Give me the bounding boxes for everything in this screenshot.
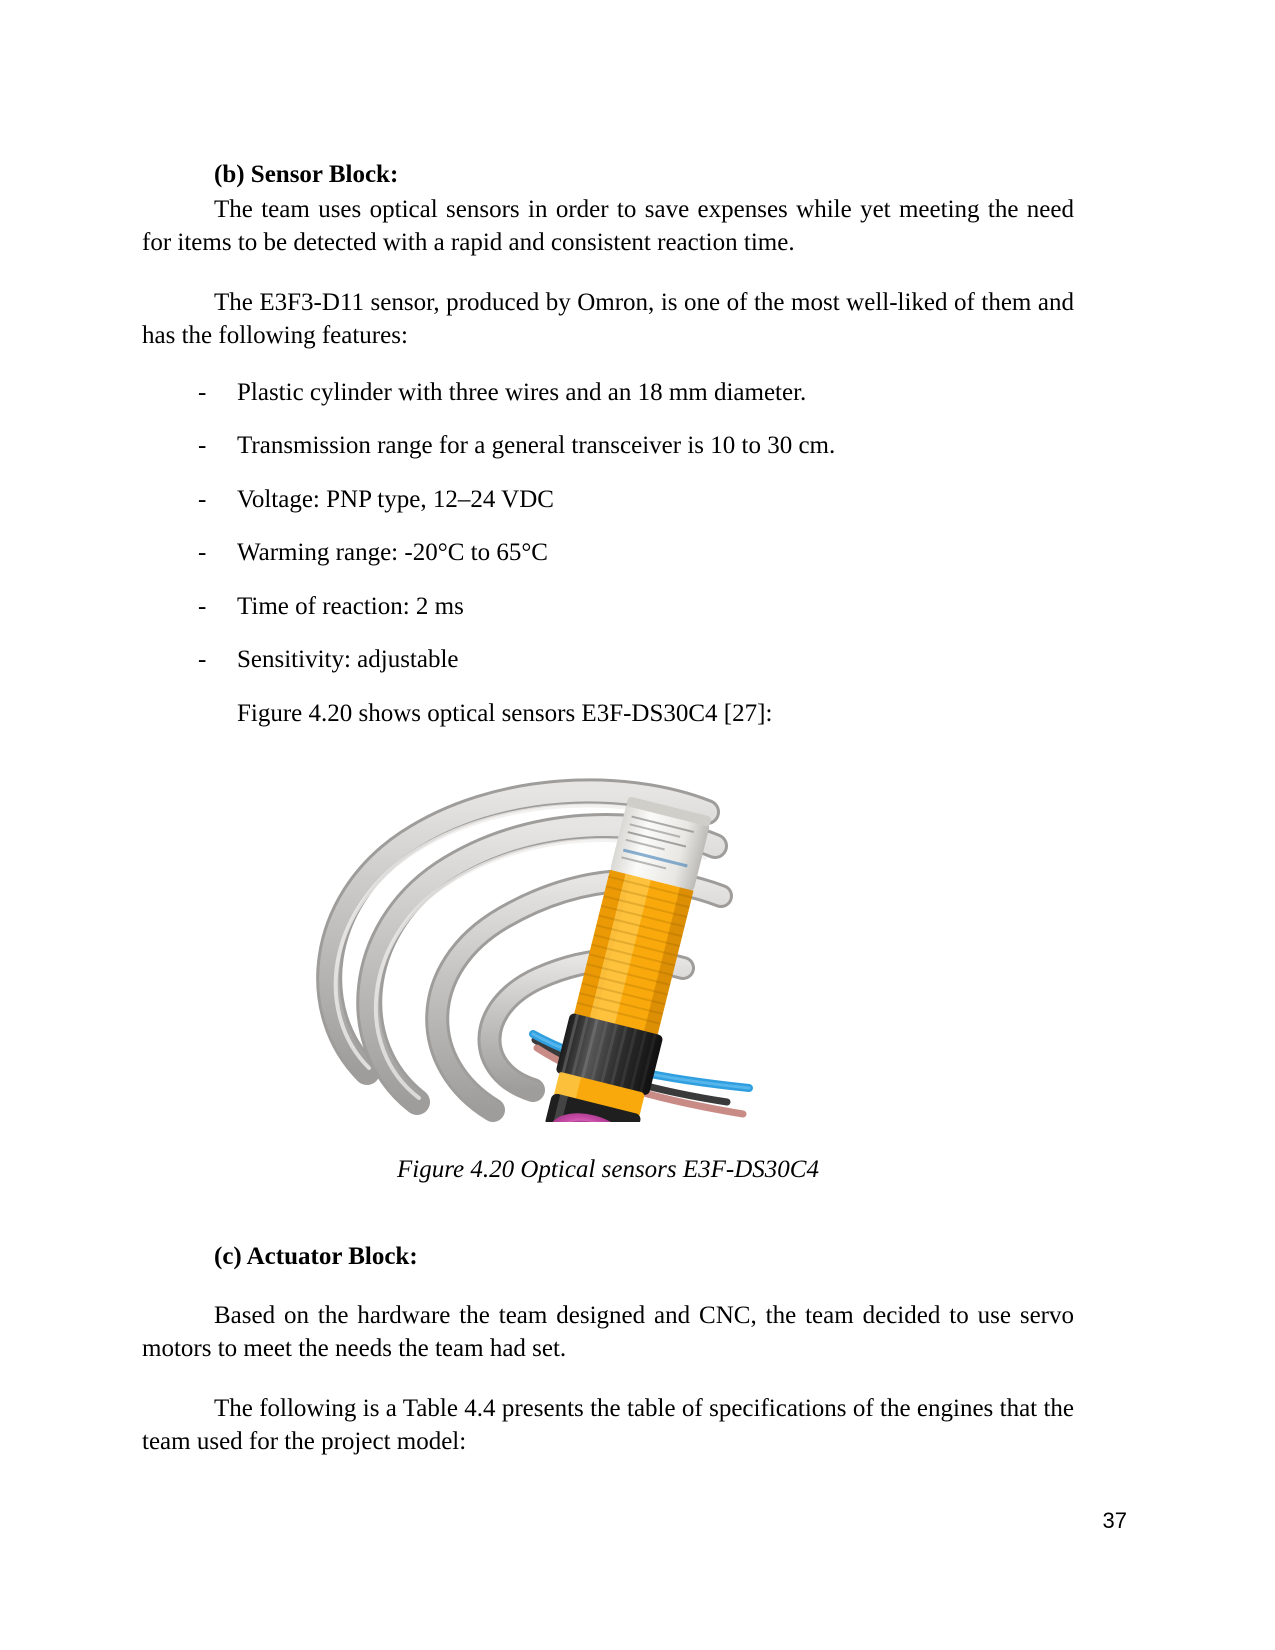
list-item (142, 430, 1074, 463)
sensor-block-heading: (b) Sensor Block: (214, 161, 399, 188)
list-item-label: Warming range: -20°C to 65°C (237, 539, 548, 566)
actuator-block-heading: (c) Actuator Block: (214, 1243, 418, 1270)
list-item (142, 537, 1074, 570)
bullet-dash-icon: - (198, 432, 207, 459)
bullet-dash-icon: - (198, 378, 207, 406)
list-item (142, 484, 1074, 517)
figure-block (142, 772, 1074, 1142)
list-item (142, 644, 1074, 677)
figure-caption: Figure 4.20 Optical sensors E3F-DS30C4 (397, 1156, 819, 1183)
sensor-photograph (297, 772, 917, 1122)
section-spacer (142, 1184, 1074, 1242)
actuator-block-paragraph-1: Based on the hardware the team designed and CNC, the team decided to use servo motors to meet the needs the team had set. (142, 1301, 1074, 1362)
actuator-block-paragraph-2: The following is a Table 4.4 presents the table of specifications of the engines that the team used for the project model: (142, 1394, 1074, 1455)
list-item (142, 591, 1074, 624)
sensor-photo-illustration (297, 772, 917, 1122)
list-item-label: Sensitivity: adjustable (237, 646, 459, 673)
bullet-dash-icon: - (198, 539, 207, 566)
bullet-dash-icon: - (198, 646, 207, 673)
sensor-feature-list (142, 377, 1074, 677)
figure-reference-text: Figure 4.20 shows optical sensors E3F-DS30C4 [27]: (237, 699, 773, 727)
list-item-label: Plastic cylinder with three wires and an 18 mm diameter. (237, 378, 807, 406)
list-item-label: Voltage: PNP type, 12–24 VDC (237, 485, 554, 513)
list-item (142, 377, 1074, 410)
list-item-label: Time of reaction: 2 ms (237, 592, 464, 620)
sensor-block-paragraph-2: The E3F3-D11 sensor, produced by Omron, is one of the most well-liked of them and has the following features: (142, 288, 1074, 349)
list-item-label: Transmission range for a general transceiver is 10 to 30 cm. (237, 432, 836, 459)
sensor-block-paragraph-1: The team uses optical sensors in order to save expenses while yet meeting the need for items to be detected with a rapid and consistent reaction time. (142, 195, 1074, 256)
bullet-dash-icon: - (198, 485, 207, 513)
bullet-dash-icon: - (198, 592, 207, 620)
page-content (142, 160, 1074, 1459)
page-number: 37 (1102, 1508, 1127, 1533)
